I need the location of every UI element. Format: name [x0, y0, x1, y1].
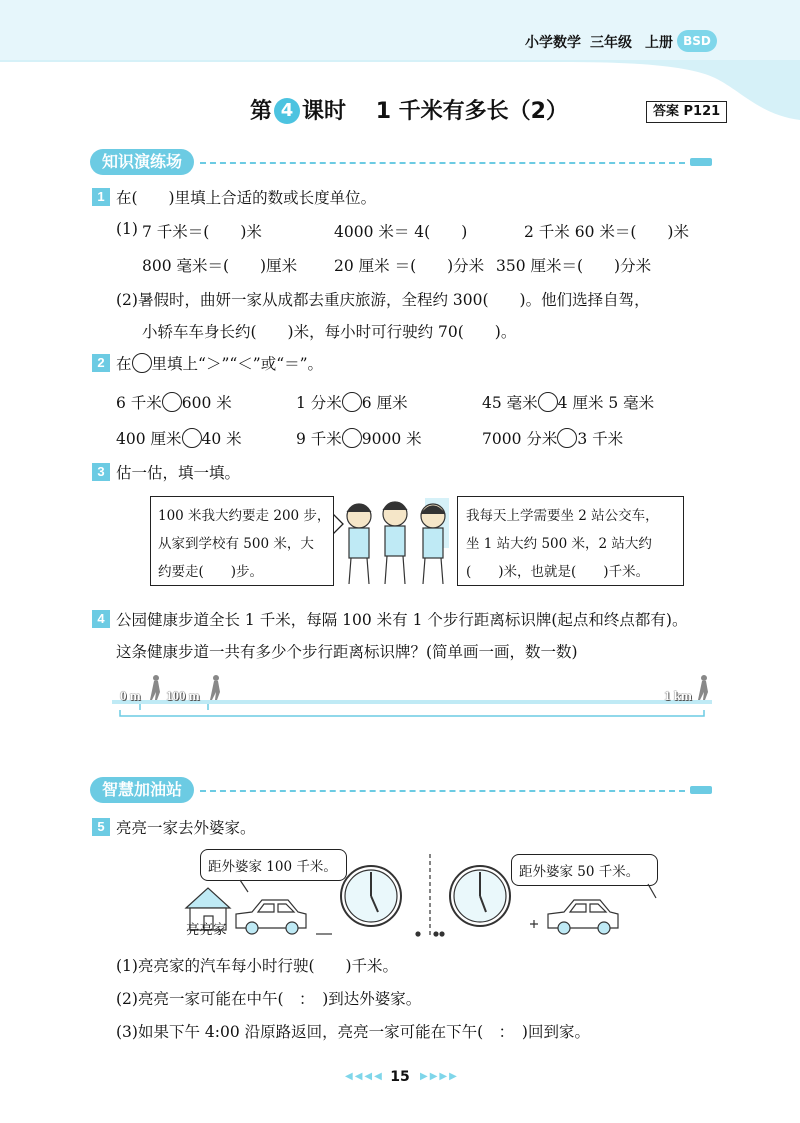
bubble-text: 距外婆家 50 千米。 [519, 864, 640, 880]
ruler-label-start: 0 m [120, 688, 141, 703]
q1-prompt: 在( )里填上合适的数或长度单位。 [116, 189, 377, 207]
children-illustration [333, 494, 461, 590]
section-divider [200, 790, 685, 792]
compare-circle[interactable] [342, 428, 362, 448]
q1-item: 2 千米 60 米＝( )米 [524, 223, 689, 241]
question-number: 4 [92, 610, 110, 628]
q1-part2-line2: 小轿车车身长约( )米，每小时可行驶约 70( )。 [142, 323, 517, 341]
bubble-text: 坐 1 站大约 500 米，2 站大约 [466, 536, 652, 552]
bubble-text: 从家到学校有 500 米，大 [158, 536, 314, 552]
bubble-text: 100 米我大约要走 200 步， [158, 508, 331, 524]
ruler-label-100m: 100 m [166, 688, 200, 703]
compare-item: 7000 分米 3 千米 [482, 430, 624, 448]
prev-arrows-icon: ◀◀◀◀ [345, 1071, 384, 1082]
bubble-text: ( )米，也就是( )千米。 [466, 564, 650, 580]
page-number: 15 [390, 1069, 410, 1085]
compare-item: 45 毫米 4 厘米 5 毫米 [482, 394, 655, 412]
section-knowledge-practice: 知识演练场 [90, 149, 194, 175]
bubble-text: 约要走( )步。 [158, 564, 264, 580]
compare-item: 400 厘米 40 米 [116, 430, 242, 448]
title-topic: 1 千米有多长（2） [375, 99, 568, 124]
compare-item: 6 千米 600 米 [116, 394, 232, 412]
q1-item: 350 厘米＝( )分米 [496, 257, 652, 275]
question-number: 3 [92, 463, 110, 481]
q1-item: 800 毫米＝( )厘米 [142, 257, 298, 275]
q5-sub3: (3)如果下午 4:00 沿原路返回，亮亮一家可能在下午( ： )回到家。 [116, 1023, 590, 1041]
header-subject: 小学数学 [525, 35, 581, 51]
bubble-text: 距外婆家 100 千米。 [208, 859, 337, 875]
header-grade: 三年级 [590, 35, 632, 51]
answer-reference[interactable]: 答案 P121 [646, 101, 727, 123]
q5-sub2: (2)亮亮一家可能在中午( ： )到达外婆家。 [116, 990, 422, 1008]
compare-circle[interactable] [182, 428, 202, 448]
question-number: 1 [92, 188, 110, 206]
title-prefix: 第 [250, 99, 273, 124]
q3-prompt: 估一估，填一填。 [116, 464, 241, 482]
section-wisdom-station: 智慧加油站 [90, 777, 194, 803]
compare-item: 1 分米 6 厘米 [296, 394, 408, 412]
q2-prompt: 在 里填上“＞”“＜”或“＝”。 [116, 355, 324, 373]
walkway-ruler [112, 672, 716, 720]
compare-circle[interactable] [342, 392, 362, 412]
edition-badge: BSD [677, 30, 717, 52]
q5-sub1: (1)亮亮家的汽车每小时行驶( )千米。 [116, 957, 399, 975]
q1-item: 7 千米＝( )米 [142, 223, 262, 241]
q1-item: 20 厘米 ＝( )分米 [334, 257, 485, 275]
q4-line2: 这条健康步道一共有多少个步行距离标识牌？(简单画一画，数一数) [116, 643, 578, 661]
circle-blank-icon [132, 353, 152, 373]
header-volume: 上册 [645, 35, 673, 51]
q4-line1: 公园健康步道全长 1 千米，每隔 100 米有 1 个步行距离标识牌(起点和终点都有)。 [116, 611, 688, 629]
section-divider [200, 162, 685, 164]
q5-prompt: 亮亮一家去外婆家。 [116, 819, 256, 837]
q1-part2-line1: (2)暑假时，曲妍一家从成都去重庆旅游，全程约 300( )。他们选择自驾， [116, 291, 650, 309]
question-number: 5 [92, 818, 110, 836]
journey-illustration [178, 850, 668, 942]
lesson-number: 4 [274, 98, 300, 124]
title-suffix: 课时 [302, 99, 347, 124]
compare-circle[interactable] [557, 428, 577, 448]
bubble-text: 我每天上学需要坐 2 站公交车， [466, 508, 659, 524]
compare-circle[interactable] [162, 392, 182, 412]
question-number: 2 [92, 354, 110, 372]
house-label: 亮亮家 [186, 922, 227, 938]
q1-part1-label: (1) [116, 220, 138, 238]
q1-item: 4000 米＝ 4( ) [334, 223, 468, 241]
pencil-icon [690, 158, 712, 166]
next-arrows-icon: ▶▶▶▶ [420, 1071, 459, 1082]
compare-item: 9 千米 9000 米 [296, 430, 422, 448]
page-title [250, 94, 568, 125]
pencil-icon [690, 786, 712, 794]
ruler-label-end: 1 km [664, 688, 692, 703]
compare-circle[interactable] [538, 392, 558, 412]
